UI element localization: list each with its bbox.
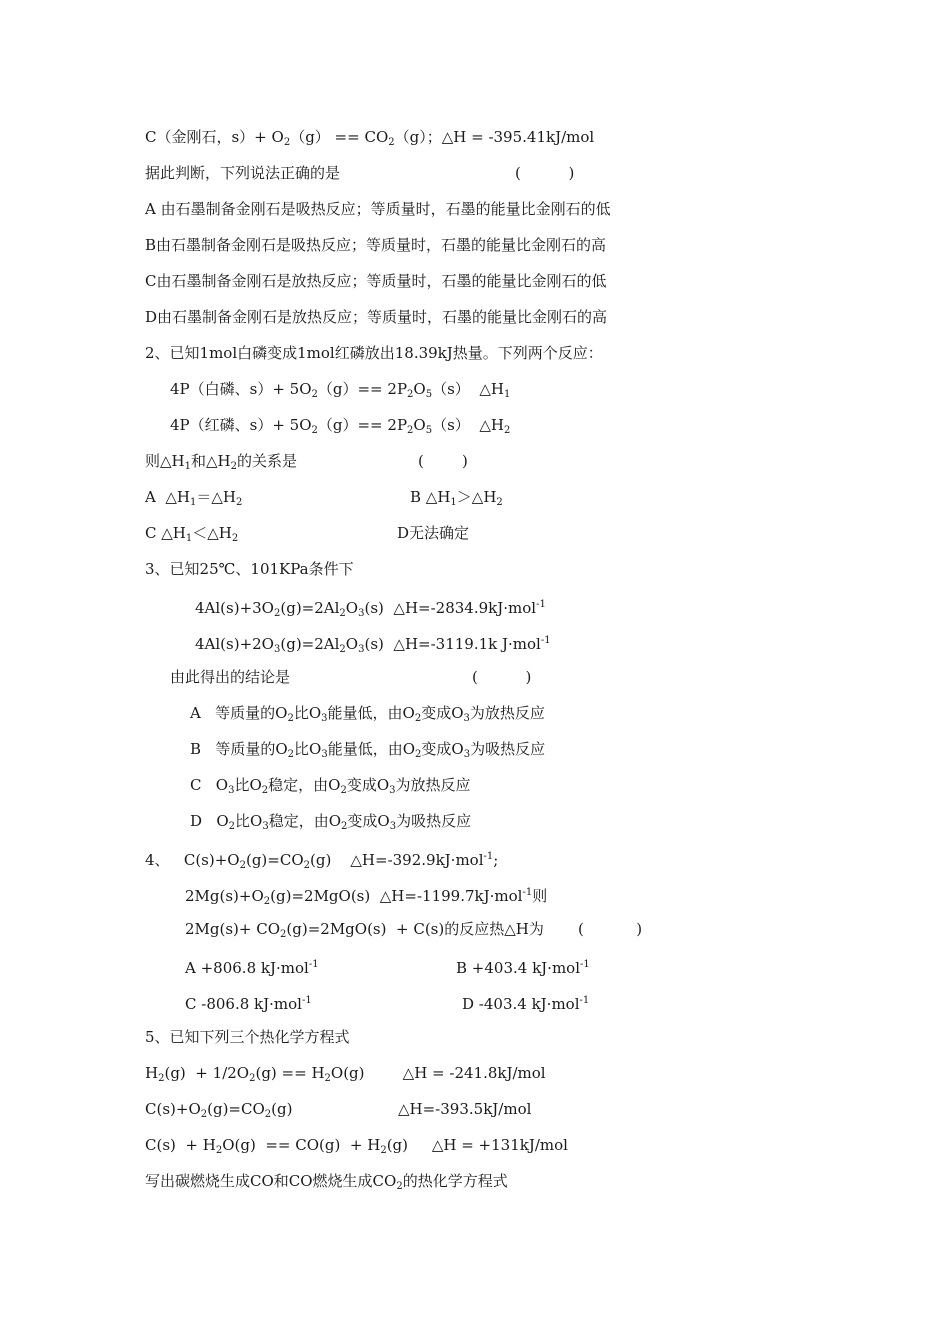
q1-option-a: A 由石墨制备金刚石是吸热反应；等质量时，石墨的能量比金刚石的低 xyxy=(145,200,611,218)
subscript: 2 xyxy=(407,425,414,436)
q5-eq-part: (g) + 1/2O xyxy=(164,1064,250,1082)
subscript: 2 xyxy=(249,1073,256,1084)
subscript: 2 xyxy=(340,785,347,796)
q3-opt-part: 为放热反应 xyxy=(469,704,545,722)
q2-eq-part: （s） △H xyxy=(432,416,504,434)
subscript: 1 xyxy=(190,497,197,508)
q4-opt-text: B +403.4 kJ·mol xyxy=(456,959,580,977)
subscript: 2 xyxy=(339,608,346,619)
q5-eq-part: O(g) △H = -241.8kJ/mol xyxy=(330,1064,546,1082)
q2-eq-part: （g）== 2P xyxy=(317,416,408,434)
q4-equation-3 xyxy=(185,919,544,945)
subscript: 2 xyxy=(261,785,269,796)
q2-eq-part: O xyxy=(413,380,426,398)
superscript: -1 xyxy=(522,887,533,898)
q2-equation-1 xyxy=(170,379,510,405)
subscript: 2 xyxy=(388,137,395,148)
q3-opt-part: 稳定，由O xyxy=(268,812,342,830)
q2-option-d: D无法确定 xyxy=(397,524,470,542)
superscript: -1 xyxy=(580,959,590,970)
subscript: 2 xyxy=(287,713,294,724)
q5-equation-2 xyxy=(145,1099,292,1125)
subscript: 2 xyxy=(496,497,503,508)
q2-equation-2 xyxy=(170,415,510,441)
q5-equation-1 xyxy=(145,1063,546,1089)
q3-opt-part: 变成O xyxy=(346,776,390,794)
superscript: -1 xyxy=(301,995,312,1006)
q3-eq-part: O xyxy=(345,599,359,617)
subscript: 2 xyxy=(264,1109,272,1120)
q2-opt-part: ＜△H xyxy=(192,524,232,542)
q3-opt-part: 为放热反应 xyxy=(395,776,471,794)
q3-opt-part: 变成O xyxy=(347,812,390,830)
q3-option-c xyxy=(190,775,471,801)
subscript: 3 xyxy=(463,713,470,724)
q1-option-c: C由石墨制备金刚石是放热反应；等质量时，石墨的能量比金刚石的低 xyxy=(145,272,607,290)
subscript: 2 xyxy=(339,644,346,655)
subscript: 3 xyxy=(262,821,269,832)
subscript: 2 xyxy=(231,533,239,544)
q3-eq-part: 4Al(s)+3O xyxy=(195,599,274,617)
q3-opt-part: 比O xyxy=(235,812,263,830)
superscript: -1 xyxy=(536,599,546,610)
subscript: 3 xyxy=(358,644,365,655)
q5-equation-2-enthalpy: △H=-393.5kJ/mol xyxy=(398,1100,532,1118)
subscript: 2 xyxy=(341,821,348,832)
q3-opt-part: 比O xyxy=(293,704,322,722)
subscript: 3 xyxy=(463,749,471,760)
q3-opt-part: 比O xyxy=(234,776,262,794)
q3-eq-part: (g)=2Al xyxy=(280,599,340,617)
q4-answer-paren: ( ) xyxy=(578,920,643,938)
q5-eq-part: (g) △H = +131kJ/mol xyxy=(386,1136,568,1154)
q1-eq-part: （g）；△H = -395.41kJ/mol xyxy=(394,128,595,146)
q2-prompt-part: 和△H xyxy=(191,452,231,470)
subscript: 2 xyxy=(200,1109,208,1120)
subscript: 2 xyxy=(287,749,294,760)
q1-answer-paren: ( ) xyxy=(515,164,575,182)
q4-option-d xyxy=(462,991,589,1014)
q4-eq-part: (g)=2MgO(s) △H=-1199.7kJ·mol xyxy=(270,887,523,905)
q3-opt-part: 变成O xyxy=(421,704,464,722)
q5-eq-part: O(g) == CO(g) + H xyxy=(222,1136,381,1154)
q5-task xyxy=(145,1171,508,1197)
q3-option-a xyxy=(190,703,545,729)
q3-eq-part: (g)=2Al xyxy=(280,635,340,653)
q3-prompt: 由此得出的结论是 xyxy=(170,668,291,686)
q5-eq-part: H xyxy=(145,1064,159,1082)
q3-equation-1 xyxy=(195,595,546,624)
q4-eq-part: 2Mg(s)+O xyxy=(185,887,264,905)
q5-equation-3 xyxy=(145,1135,568,1161)
q4-eq-part: (g)=2MgO(s) + C(s)的反应热△H为 xyxy=(286,920,544,938)
q2-eq-part: 4P（白磷、s）+ 5O xyxy=(170,380,312,398)
superscript: -1 xyxy=(483,851,494,862)
q3-opt-part: A 等质量的O xyxy=(190,704,288,722)
q3-opt-part: D O xyxy=(190,812,229,830)
subscript: 2 xyxy=(380,1145,387,1156)
subscript: 2 xyxy=(158,1073,165,1084)
q4-eq-part: (g)=CO xyxy=(245,851,304,869)
subscript: 1 xyxy=(185,533,193,544)
subscript: 3 xyxy=(358,608,365,619)
q1-equation xyxy=(145,127,594,153)
superscript: -1 xyxy=(579,995,590,1006)
q4-opt-text: D -403.4 kJ·mol xyxy=(462,995,580,1013)
q3-answer-paren: ( ) xyxy=(472,668,532,686)
subscript: 2 xyxy=(311,389,318,400)
subscript: 3 xyxy=(321,713,328,724)
q1-eq-part: （g） == CO xyxy=(290,128,389,146)
subscript: 3 xyxy=(273,644,281,655)
q3-option-d xyxy=(190,811,471,837)
q3-opt-part: C O xyxy=(190,776,229,794)
q3-opt-part: 能量低，由O xyxy=(327,704,415,722)
q3-opt-part: 稳定，由O xyxy=(268,776,341,794)
q1-eq-part: C（金刚石，s）+ O xyxy=(145,128,284,146)
subscript: 2 xyxy=(215,1145,223,1156)
subscript: 3 xyxy=(321,749,328,760)
subscript: 2 xyxy=(283,137,291,148)
q2-eq-part: O xyxy=(413,416,426,434)
q2-option-b xyxy=(410,487,503,513)
q4-eq-part: 4、 C(s)+O xyxy=(145,851,240,869)
subscript: 2 xyxy=(503,425,511,436)
q3-equation-2 xyxy=(195,631,551,660)
subscript: 2 xyxy=(236,497,243,508)
subscript: 2 xyxy=(311,425,318,436)
subscript: 2 xyxy=(230,461,237,472)
subscript: 2 xyxy=(239,860,246,871)
subscript: 1 xyxy=(184,461,191,472)
subscript: 1 xyxy=(450,497,457,508)
subscript: 2 xyxy=(324,1073,331,1084)
q3-eq-part: 4Al(s)+2O xyxy=(195,635,274,653)
subscript: 3 xyxy=(228,785,235,796)
q5-task-part: 的热化学方程式 xyxy=(402,1172,508,1190)
q4-eq-part: ; xyxy=(493,851,499,869)
q2-opt-part: B △H xyxy=(410,488,451,506)
q4-equation-2 xyxy=(185,883,547,912)
q4-option-b xyxy=(456,955,590,978)
q5-eq-part: C(s)+O xyxy=(145,1100,201,1118)
q1-prompt: 据此判断，下列说法正确的是 xyxy=(145,164,341,182)
q2-eq-part: 4P（红磷、s）+ 5O xyxy=(170,416,312,434)
q3-opt-part: 为吸热反应 xyxy=(396,812,472,830)
q5-eq-part: (g) == H xyxy=(255,1064,325,1082)
q3-eq-part: O xyxy=(345,635,359,653)
q5-task-part: 写出碳燃烧生成CO和CO燃烧生成CO xyxy=(145,1172,397,1190)
q4-opt-text: A +806.8 kJ·mol xyxy=(185,959,309,977)
q3-eq-part: (s) △H=-2834.9kJ·mol xyxy=(364,599,537,617)
subscript: 2 xyxy=(280,929,287,940)
subscript: 2 xyxy=(263,896,271,907)
q3-eq-part: (s) △H=-3119.1k J·mol xyxy=(364,635,541,653)
q2-answer-paren: ( ) xyxy=(418,452,468,470)
q3-opt-part: 能量低，由O xyxy=(327,740,415,758)
q5-stem: 5、已知下列三个热化学方程式 xyxy=(145,1028,350,1046)
subscript: 2 xyxy=(273,608,281,619)
q1-option-b: B由石墨制备金刚石是吸热反应；等质量时，石墨的能量比金刚石的高 xyxy=(145,236,607,254)
q2-prompt-part: 的关系是 xyxy=(237,452,298,470)
subscript: 2 xyxy=(396,1181,403,1192)
q3-opt-part: 比O xyxy=(294,740,322,758)
q2-prompt xyxy=(145,451,297,477)
q5-eq-part: C(s) + H xyxy=(145,1136,216,1154)
q4-option-a xyxy=(185,955,319,978)
q3-opt-part: B 等质量的O xyxy=(190,740,288,758)
q3-opt-part: 变成O xyxy=(421,740,464,758)
q2-opt-part: A △H xyxy=(145,488,190,506)
q1-option-d: D由石墨制备金刚石是放热反应；等质量时，石墨的能量比金刚石的高 xyxy=(145,308,608,326)
q3-option-b xyxy=(190,739,545,765)
q3-opt-part: 为吸热反应 xyxy=(470,740,546,758)
q2-eq-part: （s） △H xyxy=(432,380,504,398)
q4-option-c xyxy=(185,991,312,1014)
subscript: 2 xyxy=(228,821,236,832)
q4-equation-1 xyxy=(145,847,498,876)
q4-eq-part: 2Mg(s)+ CO xyxy=(185,920,281,938)
subscript: 5 xyxy=(425,389,433,400)
q2-stem: 2、已知1mol白磷变成1mol红磷放出18.39kJ热量。下列两个反应： xyxy=(145,344,603,362)
q4-eq-part: (g) △H=-392.9kJ·mol xyxy=(310,851,484,869)
q5-eq-part: (g)=CO xyxy=(207,1100,265,1118)
q2-eq-part: （g）== 2P xyxy=(317,380,408,398)
superscript: -1 xyxy=(308,959,319,970)
q4-opt-text: C -806.8 kJ·mol xyxy=(185,995,302,1013)
q2-opt-part: ＝△H xyxy=(196,488,236,506)
subscript: 2 xyxy=(407,389,414,400)
q2-prompt-part: 则△H xyxy=(145,452,185,470)
superscript: -1 xyxy=(540,635,551,646)
q2-option-c xyxy=(145,523,238,549)
subscript: 1 xyxy=(503,389,511,400)
q2-option-a xyxy=(145,487,242,513)
subscript: 2 xyxy=(414,713,422,724)
subscript: 5 xyxy=(425,425,433,436)
subscript: 2 xyxy=(415,749,422,760)
q2-opt-part: ＞△H xyxy=(456,488,497,506)
q3-stem: 3、已知25℃、101KPa条件下 xyxy=(145,560,354,578)
subscript: 3 xyxy=(389,785,396,796)
subscript: 3 xyxy=(389,821,397,832)
subscript: 2 xyxy=(303,860,310,871)
q5-eq-part: (g) xyxy=(271,1100,293,1118)
q4-eq-part: 则 xyxy=(532,887,548,905)
q2-opt-part: C △H xyxy=(145,524,186,542)
